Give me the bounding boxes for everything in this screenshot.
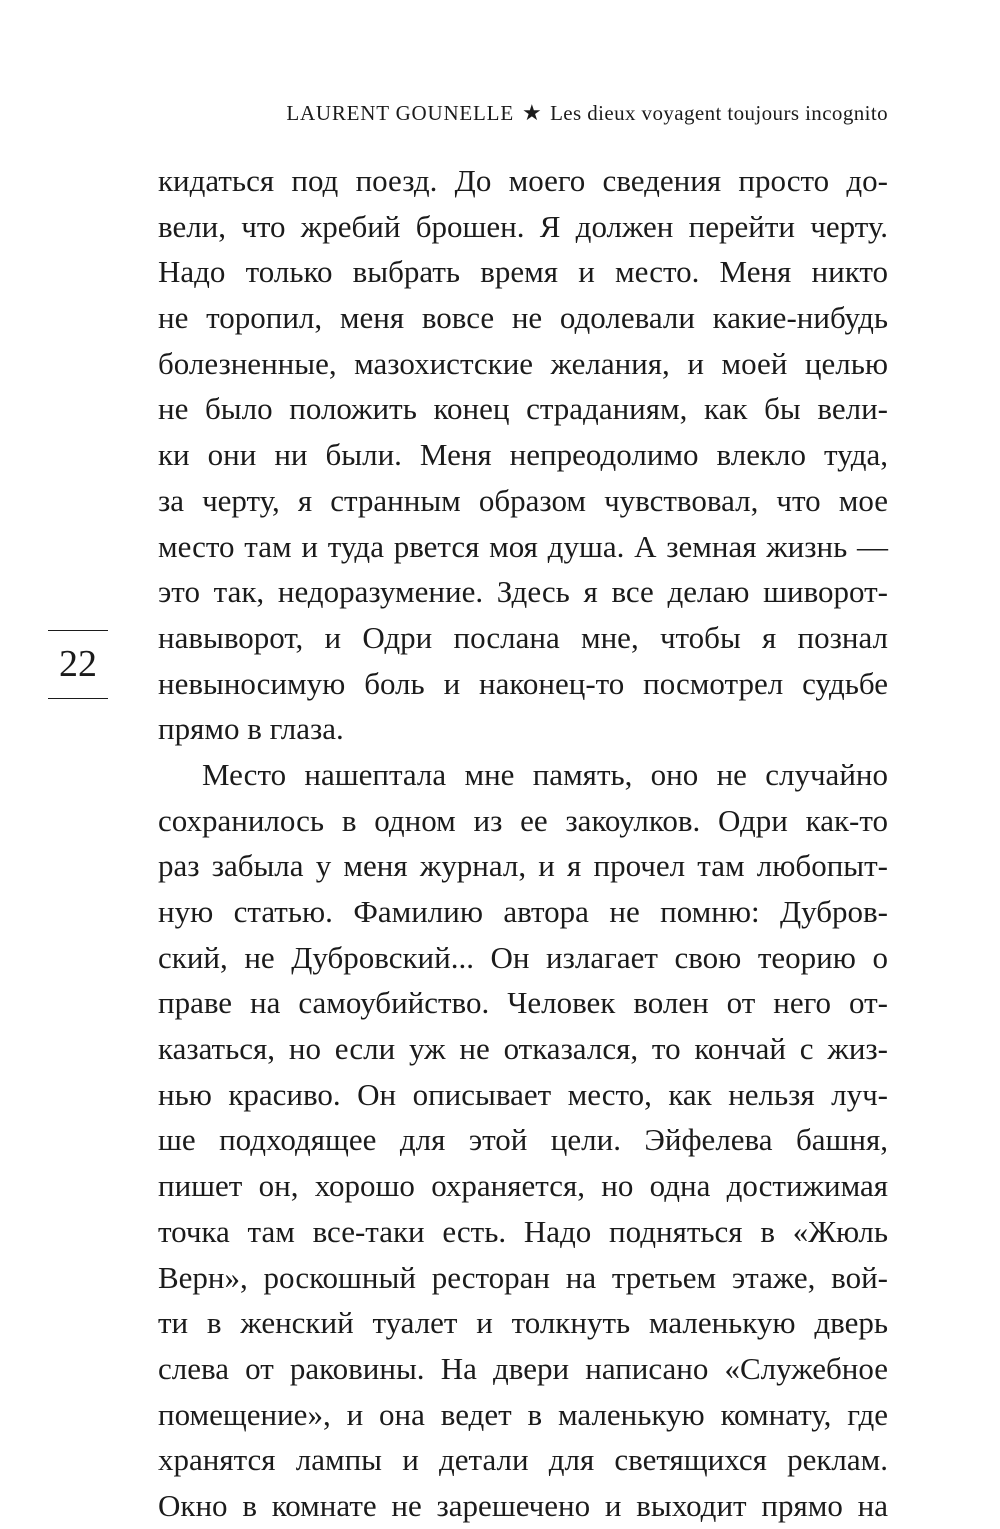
text-line: кидаться под поезд. До моего сведения просто до- bbox=[158, 163, 888, 198]
text-line: невыносимую боль и наконец-то посмотрел судьбе bbox=[158, 665, 888, 701]
text-line: навыворот, и Одри послана мне, чтобы я познал bbox=[158, 619, 888, 655]
text-line: слева от раковины. На двери написано «Служебное bbox=[158, 1350, 888, 1386]
page-number-block bbox=[48, 630, 108, 700]
text-line: болезненные, мазохистские желания, и моей целью bbox=[158, 345, 888, 381]
text-line: не торопил, меня вовсе не одолевали какие-нибудь bbox=[158, 300, 888, 336]
running-head bbox=[158, 100, 888, 126]
text-line: не было положить конец страданиям, как бы вели- bbox=[158, 391, 888, 427]
text-line: ки они ни были. Меня непреодолимо влекло туда, bbox=[158, 437, 888, 473]
text-line: это так, недоразумение. Здесь я все делаю шиворот- bbox=[158, 574, 888, 610]
paragraph-end-line: прямо в глаза. bbox=[158, 711, 344, 747]
text-line: Окно в комнате не зарешечено и выходит прямо на bbox=[158, 1487, 888, 1523]
text-line: точка там все-таки есть. Надо подняться в «Жюль bbox=[158, 1213, 888, 1249]
text-line: сохранилось в одном из ее закоулков. Одри как-то bbox=[158, 802, 888, 838]
folio-rule-top bbox=[48, 630, 108, 631]
text-line: нью красиво. Он описывает место, как нельзя луч- bbox=[158, 1076, 888, 1112]
text-line: ную статью. Фамилию автора не помню: Дубров- bbox=[158, 894, 888, 929]
text-line: место там и туда рвется моя душа. А земная жизнь — bbox=[158, 528, 888, 564]
page-number: 22 bbox=[59, 643, 97, 685]
running-head-title: Les dieux voyagent toujours incognito bbox=[550, 101, 888, 125]
text-line: пишет он, хорошо охраняется, но одна достижимая bbox=[158, 1168, 888, 1204]
text-line: хранятся лампы и детали для светящихся реклам. bbox=[158, 1442, 888, 1478]
text-line: раз забыла у меня журнал, и я прочел там любопыт- bbox=[158, 848, 888, 884]
text-line: праве на самоубийство. Человек волен от него от- bbox=[158, 985, 888, 1021]
star-icon: ★ bbox=[521, 100, 543, 125]
text-line: вели, что жребий брошен. Я должен перейти черту. bbox=[158, 208, 888, 244]
text-line: Верн», роскошный ресторан на третьем этаже, вой- bbox=[158, 1259, 888, 1295]
text-line: казаться, но если уж не отказался, то кончай с жиз- bbox=[158, 1031, 888, 1067]
text-line: за черту, я странным образом чувствовал, что мое bbox=[158, 482, 888, 518]
paragraph-start-line: Место нашептала мне память, оно не случайно bbox=[202, 756, 888, 792]
text-line: ский, не Дубровский... Он излагает свою теорию о bbox=[158, 939, 888, 975]
body-text bbox=[158, 158, 888, 1529]
text-line: помещение», и она ведет в маленькую комнату, где bbox=[158, 1396, 888, 1432]
running-head-author: LAURENT GOUNELLE bbox=[286, 101, 514, 125]
text-line: Надо только выбрать время и место. Меня никто bbox=[158, 254, 888, 290]
folio-rule-bottom bbox=[48, 698, 108, 699]
text-line: ти в женский туалет и толкнуть маленькую дверь bbox=[158, 1305, 888, 1341]
text-line: ше подходящее для этой цели. Эйфелева башня, bbox=[158, 1122, 888, 1158]
